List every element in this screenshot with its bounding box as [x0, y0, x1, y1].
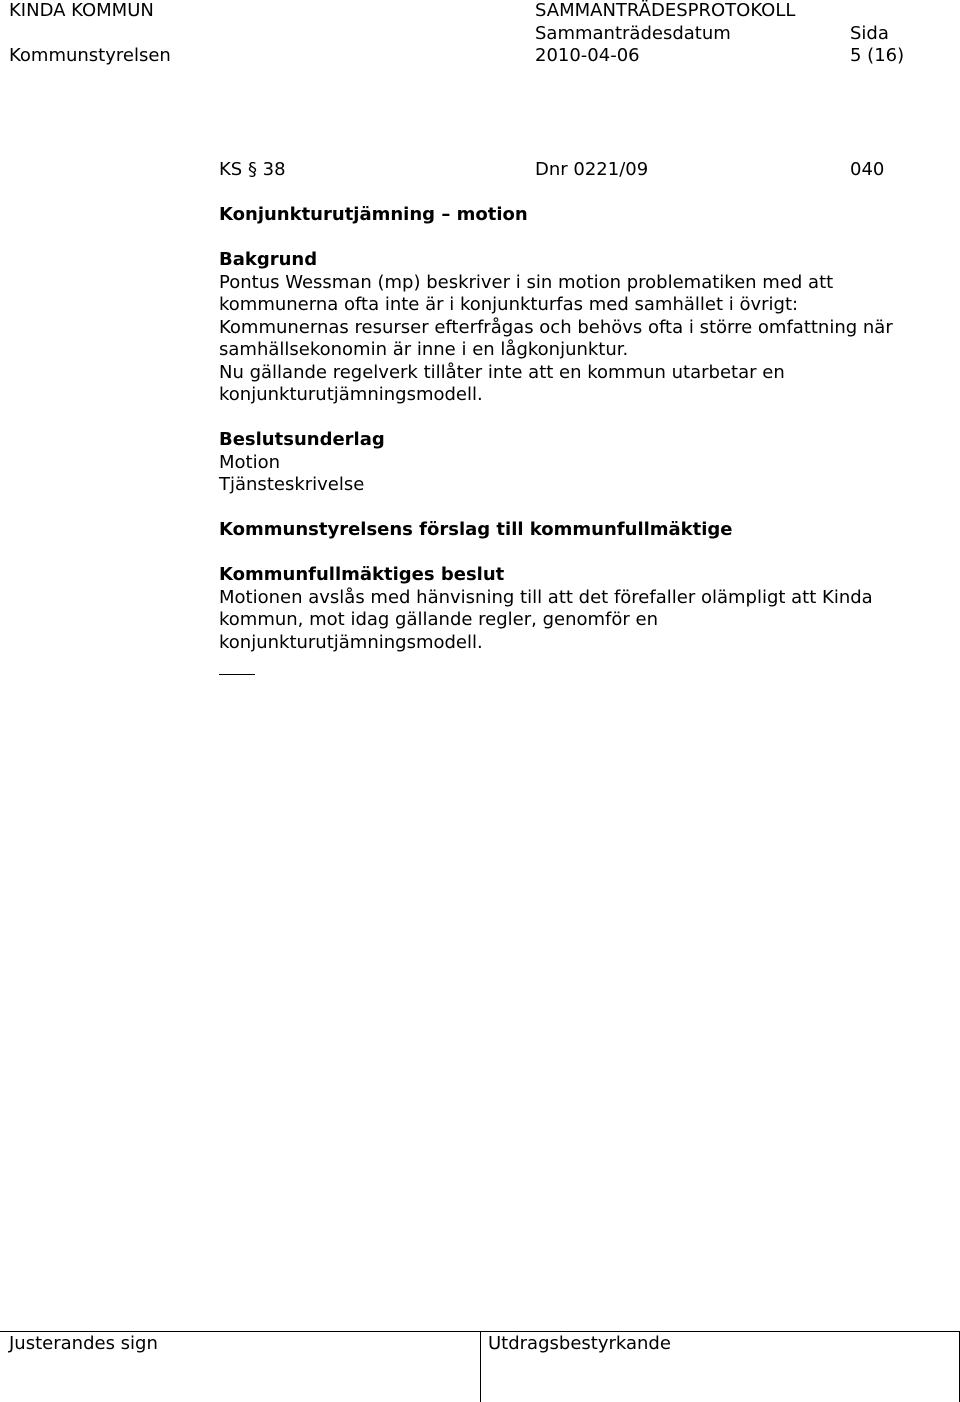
header-page-label: Sida: [850, 23, 889, 44]
proposal-heading: Kommunstyrelsens förslag till kommunfullmäktige: [219, 519, 733, 540]
background-line: Kommunernas resurser efterfrågas och behövs ofta i större omfattning när: [219, 317, 893, 338]
decision-line: konjunkturutjämningsmodell.: [219, 632, 483, 653]
header-date-value: 2010-04-06: [535, 45, 640, 66]
header-page-value: 5 (16): [850, 45, 905, 66]
decision-heading: Kommunfullmäktiges beslut: [219, 564, 505, 585]
basis-item: Tjänsteskrivelse: [219, 474, 365, 495]
background-heading: Bakgrund: [219, 249, 318, 270]
case-code: 040: [850, 159, 885, 180]
header-date-label: Sammanträdesdatum: [535, 23, 731, 44]
decision-line: Motionen avslås med hänvisning till att det förefaller olämpligt att Kinda: [219, 587, 873, 608]
basis-heading: Beslutsunderlag: [219, 429, 385, 450]
end-rule: [219, 674, 255, 675]
header-body-name: Kommunstyrelsen: [9, 45, 171, 66]
footer-right-label: Utdragsbestyrkande: [488, 1333, 671, 1354]
header-protocol: SAMMANTRÄDESPROTOKOLL: [535, 0, 796, 21]
background-line: konjunkturutjämningsmodell.: [219, 384, 483, 405]
background-line: kommunerna ofta inte är i konjunkturfas med samhället i övrigt:: [219, 294, 799, 315]
background-line: Pontus Wessman (mp) beskriver i sin motion problematiken med att: [219, 272, 834, 293]
basis-item: Motion: [219, 452, 281, 473]
footer-divider: [480, 1331, 481, 1402]
case-dnr: Dnr 0221/09: [535, 159, 649, 180]
header-org: KINDA KOMMUN: [9, 0, 154, 21]
background-line: Nu gällande regelverk tillåter inte att en kommun utarbetar en: [219, 362, 785, 383]
background-line: samhällsekonomin är inne i en lågkonjunktur.: [219, 339, 629, 360]
case-title: Konjunkturutjämning – motion: [219, 204, 528, 225]
decision-line: kommun, mot idag gällande regler, genomför en: [219, 609, 659, 630]
footer-left-label: Justerandes sign: [9, 1333, 158, 1354]
case-ks-number: KS § 38: [219, 159, 286, 180]
